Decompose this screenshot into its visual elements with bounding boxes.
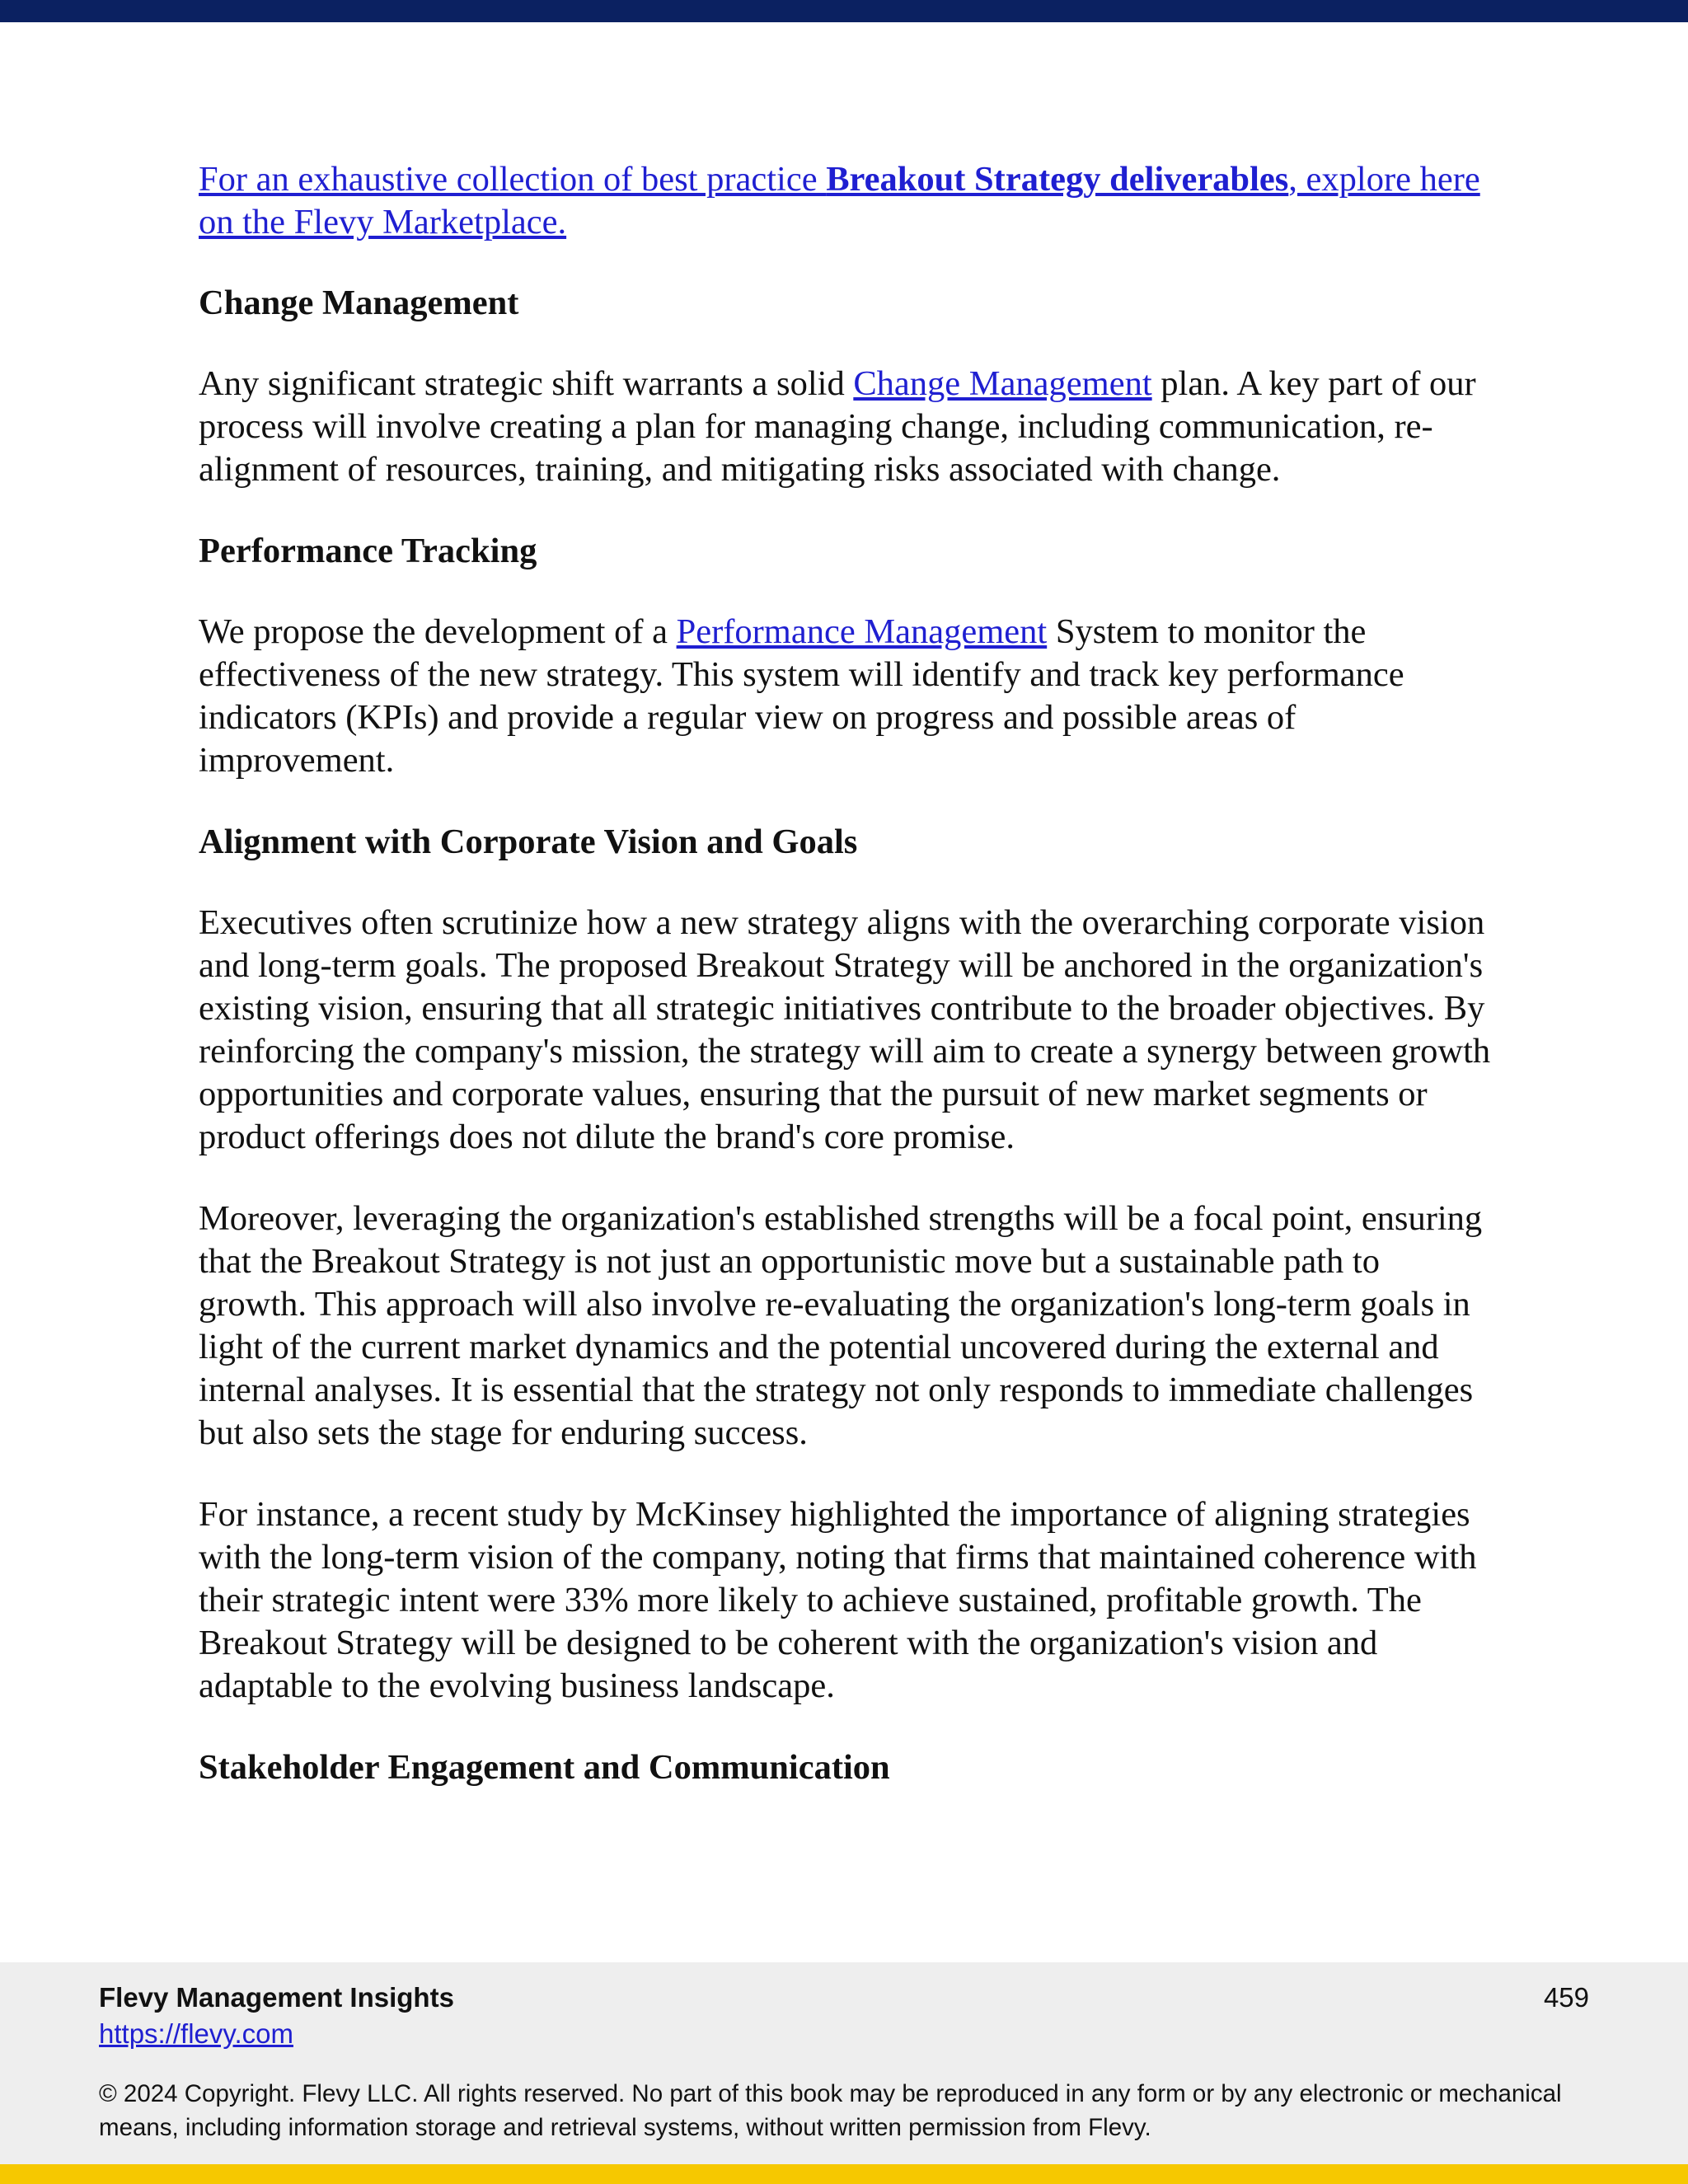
footer-url-link[interactable]: https://flevy.com: [99, 2018, 293, 2049]
footer-title: Flevy Management Insights: [99, 1982, 454, 2013]
change-management-link[interactable]: Change Management: [853, 364, 1152, 403]
heading-change-management: Change Management: [199, 284, 519, 322]
heading-stakeholder-engagement: Stakeholder Engagement and Communication: [199, 1748, 890, 1787]
heading-alignment: Alignment with Corporate Vision and Goals: [199, 823, 858, 861]
heading-performance-tracking: Performance Tracking: [199, 532, 537, 570]
paragraph-change-management: Any significant strategic shift warrants a solid Change Management plan. A key part of our process will involve creating a plan for managing change, including communication, re-alignment of resources, training, and mitigating risks associated with change.: [199, 364, 1476, 489]
paragraph-performance-tracking: We propose the development of a Performance Management System to monitor the effectiveness of the new strategy. This system will identify and track key performance indicators (KPIs) and provide a regular view on progress and possible areas of improvement.: [199, 612, 1404, 780]
marketplace-link-paragraph: [199, 158, 1493, 244]
performance-management-link[interactable]: Performance Management: [676, 612, 1048, 651]
paragraph-alignment-1: Executives often scrutinize how a new strategy aligns with the overarching corporate vision and long-term goals. The proposed Breakout Strategy will be anchored in the organization's existing vision, ensuring that all strategic initiatives contribute to the broader objectives. By reinforcing the company's mission, the strategy will aim to create a synergy between growth opportunities and corporate values, ensuring that the pursuit of new market segments or product offerings does not dilute the brand's core promise.: [199, 903, 1491, 1156]
copyright-notice: © 2024 Copyright. Flevy LLC. All rights reserved. No part of this book may be reproduced in any form or by any electronic or mechanical means, including information storage and retrieval systems, without written permission from Flevy.: [99, 2080, 1562, 2141]
paragraph-alignment-2: Moreover, leveraging the organization's established strengths will be a focal point, ensuring that the Breakout Strategy is not just an opportunistic move but a sustainable path to growth. This approach will also involve re-evaluating the organization's long-term goals in light of the current market dynamics and the potential uncovered during the external and internal analyses. It is essential that the strategy not only responds to immediate challenges but also sets the stage for enduring success.: [199, 1199, 1483, 1452]
paragraph-alignment-3: For instance, a recent study by McKinsey highlighted the importance of aligning strategies with the long-term vision of the company, noting that firms that maintained coherence with their strategic intent were 33% more likely to achieve sustained, profitable growth. The Breakout Strategy will be designed to be coherent with the organization's vision and adaptable to the evolving business landscape.: [199, 1495, 1477, 1705]
marketplace-link[interactable]: For an exhaustive collection of best practice Breakout Strategy deliverables, explore here on the Flevy Marketplace.: [199, 160, 1480, 241]
document-body: [199, 158, 1493, 1827]
page-number: 459: [1543, 1982, 1589, 2013]
footer-accent-bar: [0, 2164, 1688, 2184]
top-bar: [0, 0, 1688, 22]
